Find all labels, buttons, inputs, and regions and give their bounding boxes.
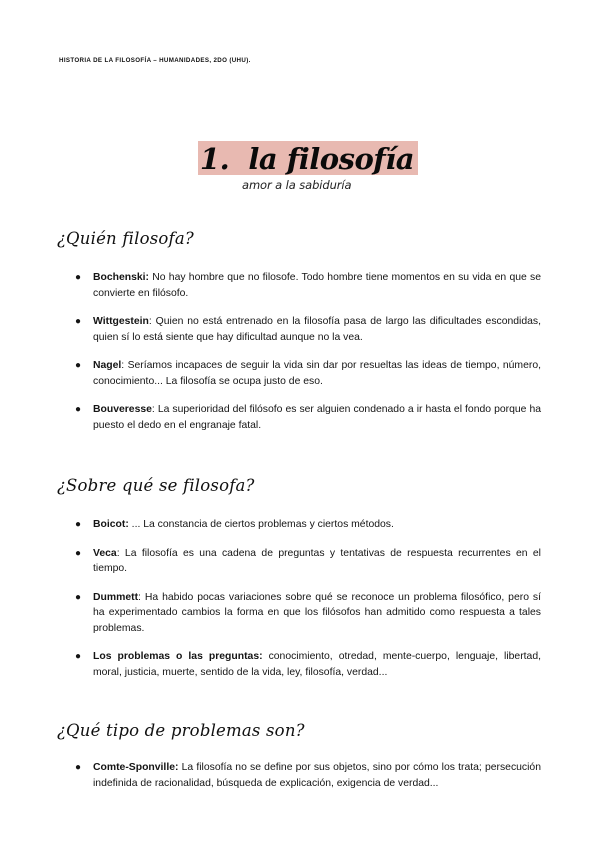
- item-text: : Quien no está entrenado en la filosofía pasa de largo las dificultades escondidas, quien sí lo está siente que hay dificultad aunque no la vea.: [93, 316, 541, 343]
- running-header: HISTORIA DE LA FILOSOFÍA – HUMANIDADES, 2DO (UHU).: [59, 57, 251, 64]
- author-name: Veca: [93, 547, 117, 559]
- bullet-icon: ●: [75, 272, 82, 283]
- list-item: [0, 546, 600, 577]
- bullet-icon: ●: [75, 519, 82, 530]
- title-block: [0, 141, 600, 175]
- list-item: [0, 358, 600, 389]
- section-list-sobre-que: [0, 517, 600, 693]
- author-name: Bochenski:: [93, 272, 150, 283]
- bullet-icon: ●: [75, 547, 82, 559]
- bullet-icon: ●: [75, 591, 82, 603]
- item-text: La filosofía no se define por sus objetos, sino por cómo los trata; persecución indefinida de racionalidad, búsqueda de explicación, exigencia de verdad...: [93, 762, 541, 789]
- list-item: [0, 590, 600, 637]
- author-name: Wittgestein: [93, 316, 149, 327]
- author-name: Boicot:: [93, 519, 129, 530]
- list-item: [0, 314, 600, 345]
- bullet-icon: ●: [75, 360, 82, 371]
- list-item: [0, 649, 600, 680]
- section-list-tipo-problemas: [0, 760, 600, 804]
- section-heading-quien-filosofa: ¿Quién filosofa?: [57, 229, 194, 248]
- item-text: No hay hombre que no filosofe. Todo hombre tiene momentos en su vida en que se convierte en filósofo.: [93, 272, 541, 299]
- bullet-icon: ●: [75, 404, 82, 415]
- list-item: [0, 517, 600, 533]
- item-text: : Ha habido pocas variaciones sobre qué se reconoce un problema filosófico, pero sí ha experimentado cambios la forma en que los filósofos han admitido como respuesta a tales problemas.: [93, 591, 541, 634]
- list-item: [0, 402, 600, 433]
- item-text: : La superioridad del filósofo es ser alguien condenado a ir hasta el fondo porque ha puesto el dedo en el engranaje fatal.: [93, 404, 541, 431]
- author-name: Comte-Sponville:: [93, 762, 179, 773]
- bullet-icon: ●: [75, 762, 82, 773]
- author-name: Los problemas o las preguntas:: [93, 651, 263, 662]
- bullet-icon: ●: [75, 651, 82, 662]
- author-name: Dummett: [93, 591, 139, 603]
- list-item: [0, 760, 600, 791]
- author-name: Bouveresse: [93, 404, 152, 415]
- item-text: ... La constancia de ciertos problemas y ciertos métodos.: [128, 519, 394, 530]
- page-subtitle: amor a la sabiduría: [242, 178, 352, 192]
- item-text: : La filosofía es una cadena de preguntas y tentativas de respuesta recurrentes en el tiempo.: [93, 547, 541, 574]
- author-name: Nagel: [93, 360, 122, 371]
- item-text: conocimiento, otredad, mente-cuerpo, lenguaje, libertad, moral, justicia, muerte, sentido de la vida, ley, filosofía, verdad...: [93, 651, 542, 678]
- bullet-icon: ●: [75, 316, 82, 327]
- section-list-quien-filosofa: [0, 270, 600, 446]
- page-title: 1. la filosofía: [198, 141, 418, 175]
- item-text: : Seríamos incapaces de seguir la vida sin dar por resueltas las ideas de tiempo, número, conocimiento... La filosofía se ocupa justo de eso.: [93, 360, 541, 387]
- section-heading-sobre-que: ¿Sobre qué se filosofa?: [57, 476, 255, 495]
- list-item: [0, 270, 600, 301]
- section-heading-tipo-problemas: ¿Qué tipo de problemas son?: [57, 721, 305, 740]
